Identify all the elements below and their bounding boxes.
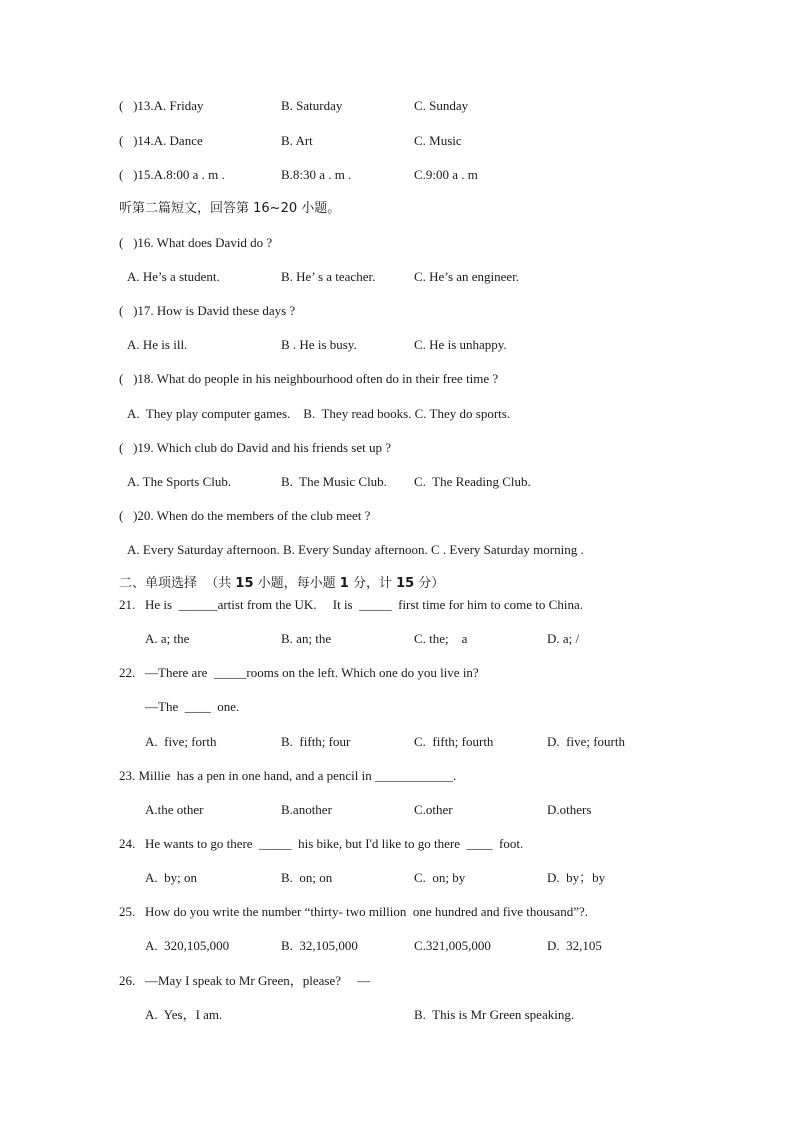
question-14-option-c: C. Music [414,133,462,148]
question-23-option-d: D.others [547,802,592,817]
question-21-stem: 21. He is ______artist from the UK. It is _____ first time for him to come to China. [119,597,583,612]
question-15-option-c: C.9:00 a . m [414,167,478,182]
question-17-option-c: C. He is unhappy. [414,337,507,352]
question-16-option-c: C. He’s an engineer. [414,269,520,284]
question-18-options: A. They play computer games. B. They read books. C. They do sports. [127,406,511,421]
question-22-stem: 22. —There are _____rooms on the left. Which one do you live in? [119,665,479,680]
question-26-stem: 26. —May I speak to Mr Green，please? — [119,973,371,988]
question-14-option-a: ( )14.A. Dance [119,133,203,148]
question-16-stem: ( )16. What does David do ? [119,235,273,250]
question-26-option-a: A. Yes，I am. [145,1007,223,1022]
question-23-option-a: A.the other [145,802,204,817]
question-24-option-c: C. on; by [414,870,466,885]
question-17-option-a: A. He is ill. [127,337,188,352]
question-15-option-b: B.8:30 a . m . [281,167,352,182]
question-24-option-d: D. by；by [547,870,606,885]
question-15-option-a: ( )15.A.8:00 a . m . [119,167,225,182]
question-25-option-d: D. 32,105 [547,938,602,953]
question-22-option-b: B. fifth; four [281,734,351,749]
passage-2-heading: 听第二篇短文，回答第 16~20 小题。 [119,201,341,216]
question-19-option-b: B. The Music Club. [281,474,387,489]
question-22-option-c: C. fifth; fourth [414,734,494,749]
question-26-option-b: B. This is Mr Green speaking. [414,1007,575,1022]
question-16-option-b: B. He’ s a teacher. [281,269,376,284]
question-21-option-c: C. the; a [414,631,468,646]
question-19-stem: ( )19. Which club do David and his friends set up ? [119,440,391,455]
question-21-option-d: D. a; / [547,631,580,646]
question-25-option-c: C.321,005,000 [414,938,491,953]
question-23-option-b: B.another [281,802,332,817]
question-25-option-a: A. 320,105,000 [145,938,230,953]
question-24-stem: 24. He wants to go there _____ his bike, but I'd like to go there ____ foot. [119,836,524,851]
question-21-option-b: B. an; the [281,631,332,646]
question-22-option-a: A. five; forth [145,734,217,749]
question-22-reply: —The ____ one. [145,699,240,714]
question-16-option-a: A. He’s a student. [127,269,220,284]
question-18-stem: ( )18. What do people in his neighbourhood often do in their free time ? [119,371,499,386]
question-13-option-c: C. Sunday [414,98,469,113]
question-19-option-a: A. The Sports Club. [127,474,232,489]
question-19-option-c: C. The Reading Club. [414,474,531,489]
question-14-option-b: B. Art [281,133,313,148]
question-24-option-b: B. on; on [281,870,333,885]
question-13-option-a: ( )13.A. Friday [119,98,204,113]
question-23-stem: 23. Millie has a pen in one hand, and a pencil in ____________. [119,768,457,783]
question-25-option-b: B. 32,105,000 [281,938,358,953]
question-13-option-b: B. Saturday [281,98,343,113]
question-17-option-b: B . He is busy. [281,337,357,352]
question-25-stem: 25. How do you write the number “thirty- two million one hundred and five thousand”?. [119,904,588,919]
question-24-option-a: A. by; on [145,870,197,885]
question-20-options: A. Every Saturday afternoon. B. Every Sunday afternoon. C . Every Saturday morning . [127,542,584,557]
question-21-option-a: A. a; the [145,631,190,646]
question-23-option-c: C.other [414,802,453,817]
question-20-stem: ( )20. When do the members of the club meet ? [119,508,371,523]
question-17-stem: ( )17. How is David these days ? [119,303,296,318]
question-22-option-d: D. five; fourth [547,734,625,749]
section-2-heading: 二、单项选择 （共 15 小题，每小题 1 分，计 15 分） [119,576,445,591]
